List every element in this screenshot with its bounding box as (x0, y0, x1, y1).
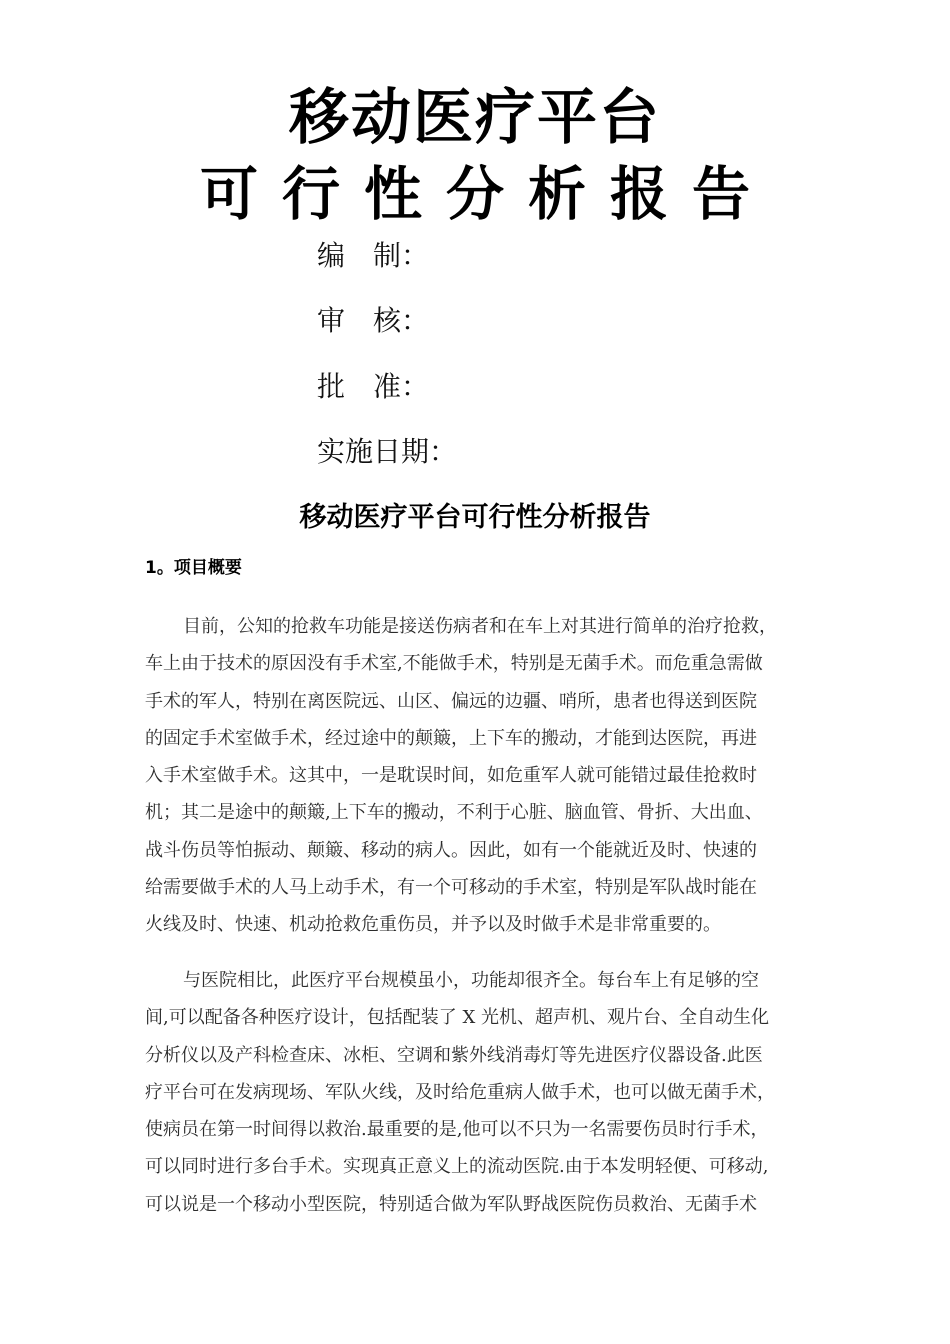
paragraph-line: 目前，公知的抢救车功能是接送伤病者和在车上对其进行简单的治疗抢救， (183, 616, 777, 637)
document-heading: 移动医疗平台可行性分析报告 (299, 502, 651, 533)
paragraph-1 (145, 608, 805, 944)
reviewed-by-label: 审 核： (317, 304, 430, 337)
paragraph-line: 车上由于技术的原因没有手术室,不能做手术，特别是无菌手术。而危重急需做 (145, 653, 763, 675)
paragraph-line: 使病员在第一时间得以救治.最重要的是,他可以不只为一名需要伤员时行手术， (145, 1119, 769, 1141)
paragraph-line: 机；其二是途中的颠簸,上下车的搬动，不利于心脏、脑血管、骨折、大出血、 (145, 802, 763, 824)
approved-by-label: 批 准： (317, 370, 430, 403)
paragraph-line: 间,可以配备各种医疗设计，包括配装了 X 光机、超声机、观片台、全自动生化 (145, 1007, 769, 1029)
paragraph-line: 分析仪以及产科检查床、冰柜、空调和紫外线消毒灯等先进医疗仪器设备.此医 (145, 1044, 763, 1066)
section-heading-overview: 1。项目概要 (145, 558, 242, 578)
cover-title-line2: 可行性分析报告 (199, 160, 774, 228)
paragraph-line: 可以说是一个移动小型医院，特别适合做为军队野战医院伤员救治、无菌手术 (145, 1193, 757, 1215)
paragraph-line: 疗平台可在发病现场、军队火线，及时给危重病人做手术，也可以做无菌手术， (145, 1081, 775, 1103)
paragraph-line: 入手术室做手术。这其中，一是耽误时间，如危重军人就可能错过最佳抢救时 (145, 765, 757, 787)
paragraph-2 (145, 962, 805, 1223)
implementation-date-label: 实施日期： (317, 435, 458, 468)
paragraph-line: 手术的军人，特别在离医院远、山区、偏远的边疆、哨所，患者也得送到医院 (145, 690, 757, 712)
paragraph-line: 的固定手术室做手术，经过途中的颠簸，上下车的搬动，才能到达医院，再进 (145, 727, 757, 749)
paragraph-line: 火线及时、快速、机动抢救危重伤员，并予以及时做手术是非常重要的。 (145, 914, 721, 936)
paragraph-line: 可以同时进行多台手术。实现真正意义上的流动医院.由于本发明轻便、可移动, (145, 1156, 769, 1178)
cover-title-line1: 移动医疗平台 (289, 83, 661, 153)
paragraph-line: 战斗伤员等怕振动、颠簸、移动的病人。因此，如有一个能就近及时、快速的 (145, 839, 757, 861)
paragraph-line: 给需要做手术的人马上动手术，有一个可移动的手术室，特别是军队战时能在 (145, 877, 757, 899)
paragraph-line: 与医院相比，此医疗平台规模虽小，功能却很齐全。每台车上有足够的空 (183, 970, 759, 991)
compiled-by-label: 编 制： (317, 239, 430, 272)
